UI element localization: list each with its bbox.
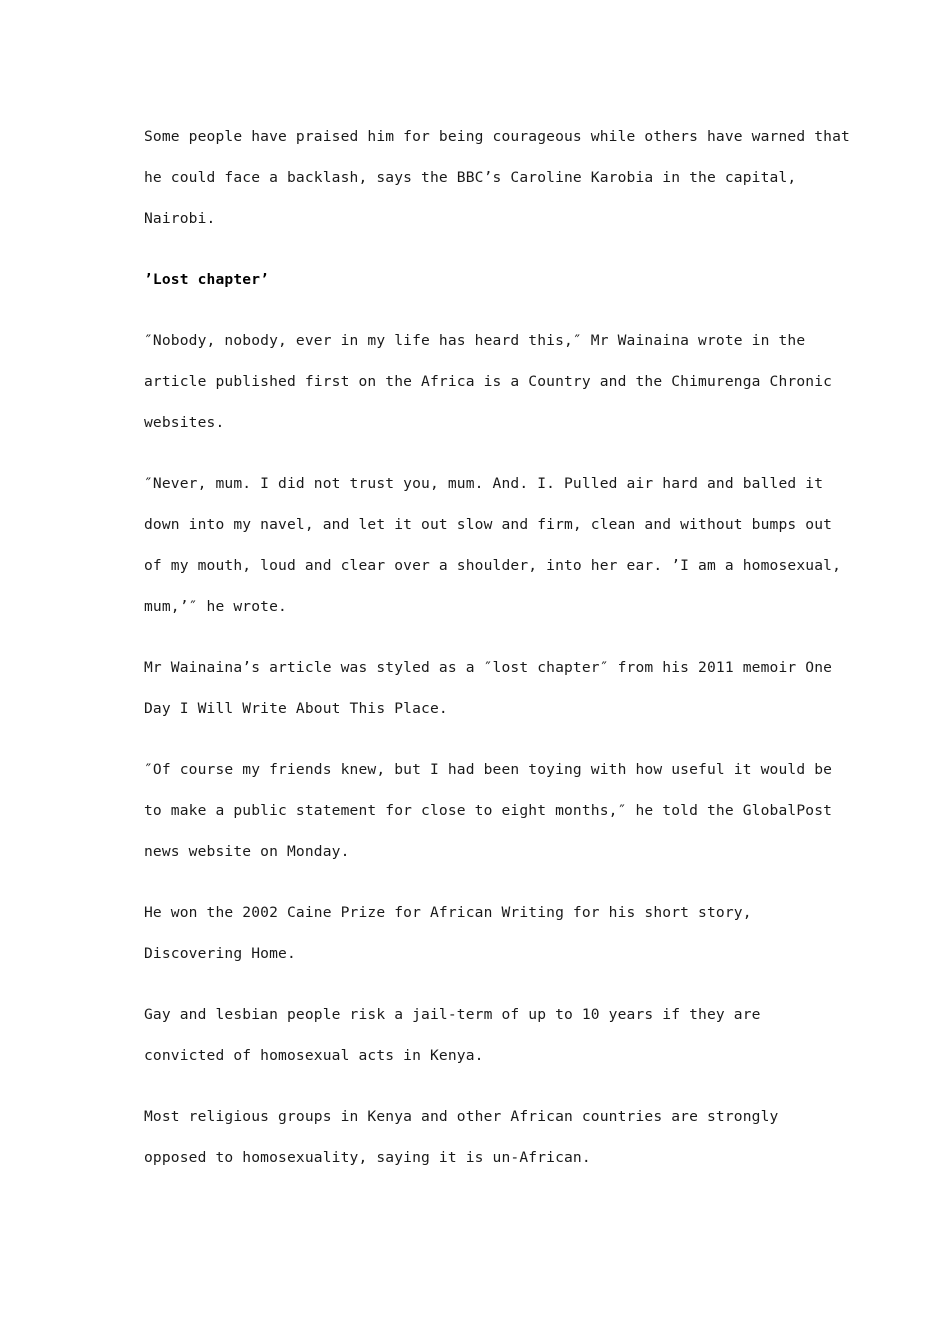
- text-line: Some people have praised him for being courageous while others have warned that: [144, 128, 850, 145]
- text-line: Day I Will Write About This Place.: [144, 700, 448, 717]
- text-line: Most religious groups in Kenya and other African countries are strongly: [144, 1108, 779, 1125]
- text-line: opposed to homosexuality, saying it is un-African.: [144, 1149, 591, 1166]
- paragraph-caine-prize: [144, 892, 816, 974]
- text-line: Gay and lesbian people risk a jail-term of up to 10 years if they are: [144, 1006, 761, 1023]
- paragraph-quote-nobody: [144, 320, 833, 443]
- text-line: convicted of homosexual acts in Kenya.: [144, 1047, 484, 1064]
- text-line: news website on Monday.: [144, 843, 350, 860]
- text-line: to make a public statement for close to eight months,″ he told the GlobalPost: [144, 802, 833, 819]
- paragraph-quote-never: [144, 463, 842, 627]
- text-line: ″Nobody, nobody, ever in my life has heard this,″ Mr Wainaina wrote in the: [144, 332, 806, 349]
- text-line: article published first on the Africa is a Country and the Chimurenga Chronic: [144, 373, 833, 390]
- section-heading: ’Lost chapter’: [144, 271, 270, 288]
- text-line: Mr Wainaina’s article was styled as a ″lost chapter″ from his 2011 memoir One: [144, 659, 833, 676]
- text-line: ″Of course my friends knew, but I had been toying with how useful it would be: [144, 761, 833, 778]
- paragraph-intro: [144, 116, 850, 239]
- text-line: He won the 2002 Caine Prize for African Writing for his short story,: [144, 904, 752, 921]
- text-line: he could face a backlash, says the BBC’s Caroline Karobia in the capital,: [144, 169, 797, 186]
- text-line: of my mouth, loud and clear over a shoulder, into her ear. ’I am a homosexual,: [144, 557, 842, 574]
- text-line: Nairobi.: [144, 210, 216, 227]
- paragraph-globalpost: [144, 749, 833, 872]
- text-line: websites.: [144, 414, 225, 431]
- text-line: mum,’″ he wrote.: [144, 598, 287, 615]
- text-line: ″Never, mum. I did not trust you, mum. And. I. Pulled air hard and balled it: [144, 475, 824, 492]
- paragraph-religious-groups: [144, 1096, 816, 1178]
- paragraph-memoir: [144, 647, 833, 729]
- article-body: [144, 116, 850, 1198]
- paragraph-jail-term: [144, 994, 816, 1076]
- text-line: down into my navel, and let it out slow and firm, clean and without bumps out: [144, 516, 833, 533]
- text-line: Discovering Home.: [144, 945, 296, 962]
